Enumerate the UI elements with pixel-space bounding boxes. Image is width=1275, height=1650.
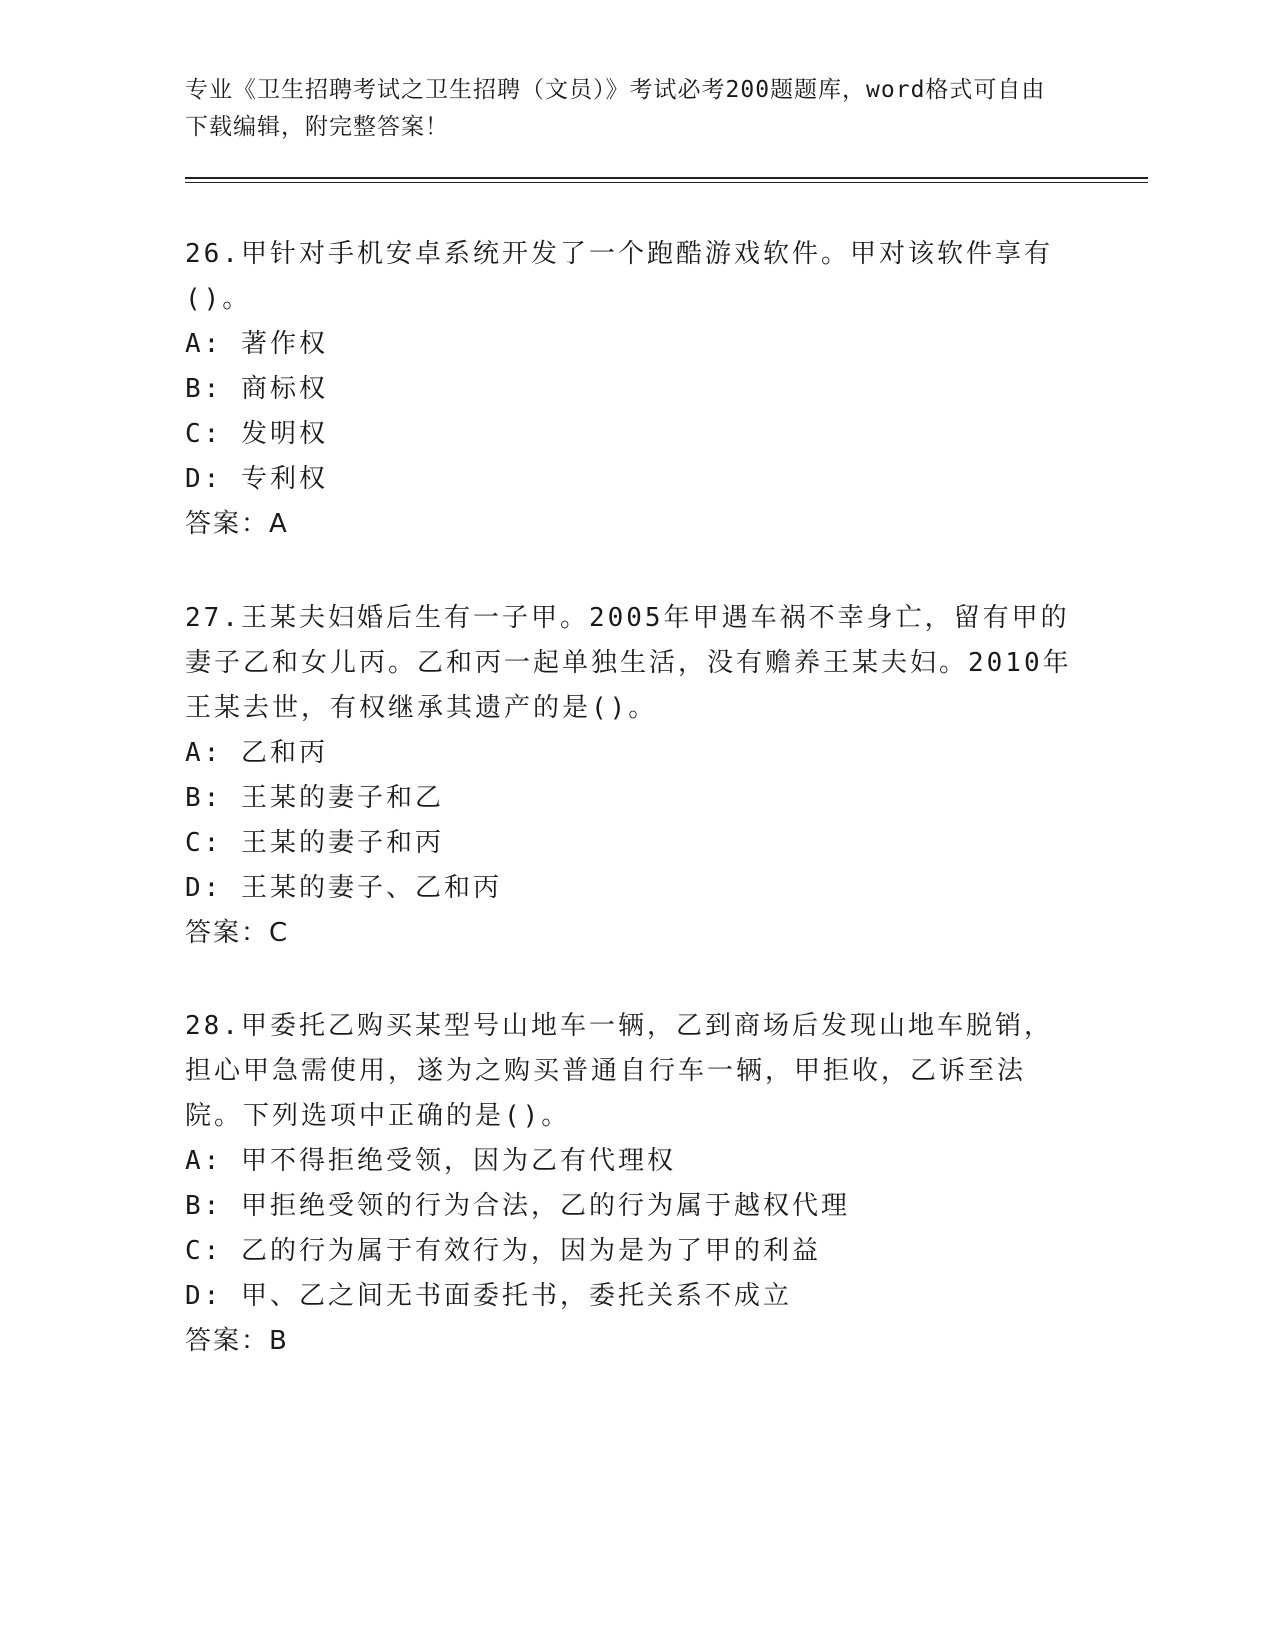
question-27: [185, 596, 1075, 956]
option-d: D: 王某的妻子、乙和丙: [185, 873, 502, 903]
question-28: [185, 1004, 1075, 1364]
option-c: C: 乙的行为属于有效行为，因为是为了甲的利益: [185, 1236, 821, 1266]
option-a: A: 著作权: [185, 329, 328, 359]
question-stem: 26.甲针对手机安卓系统开发了一个跑酷游戏软件。甲对该软件享有()。: [185, 239, 1053, 314]
header-divider: [185, 177, 1148, 179]
question-stem: 28.甲委托乙购买某型号山地车一辆，乙到商场后发现山地车脱销，担心甲急需使用，遂为之购买普通自行车一辆，甲拒收，乙诉至法院。下列选项中正确的是()。: [185, 1011, 1053, 1131]
question-stem: 27.王某夫妇婚后生有一子甲。2005年甲遇车祸不幸身亡，留有甲的妻子乙和女儿丙。乙和丙一起单独生活，没有赡养王某夫妇。2010年王某去世，有权继承其遗产的是()。: [185, 603, 1072, 723]
header-divider-thin: [185, 182, 1148, 183]
option-d: D: 专利权: [185, 464, 328, 494]
answer: 答案：A: [185, 509, 289, 539]
option-c: C: 王某的妻子和丙: [185, 828, 444, 858]
option-a: A: 乙和丙: [185, 738, 328, 768]
answer: 答案：C: [185, 918, 290, 948]
option-a: A: 甲不得拒绝受领，因为乙有代理权: [185, 1146, 676, 1176]
document-header: 专业《卫生招聘考试之卫生招聘（文员）》考试必考200题题库，word格式可自由下载编辑，附完整答案！: [185, 77, 1046, 140]
question-26: [185, 232, 1075, 547]
answer: 答案：B: [185, 1326, 289, 1356]
option-b: B: 商标权: [185, 374, 328, 404]
option-b: B: 王某的妻子和乙: [185, 783, 444, 813]
option-b: B: 甲拒绝受领的行为合法，乙的行为属于越权代理: [185, 1191, 850, 1221]
option-d: D: 甲、乙之间无书面委托书，委托关系不成立: [185, 1281, 792, 1311]
option-c: C: 发明权: [185, 419, 328, 449]
